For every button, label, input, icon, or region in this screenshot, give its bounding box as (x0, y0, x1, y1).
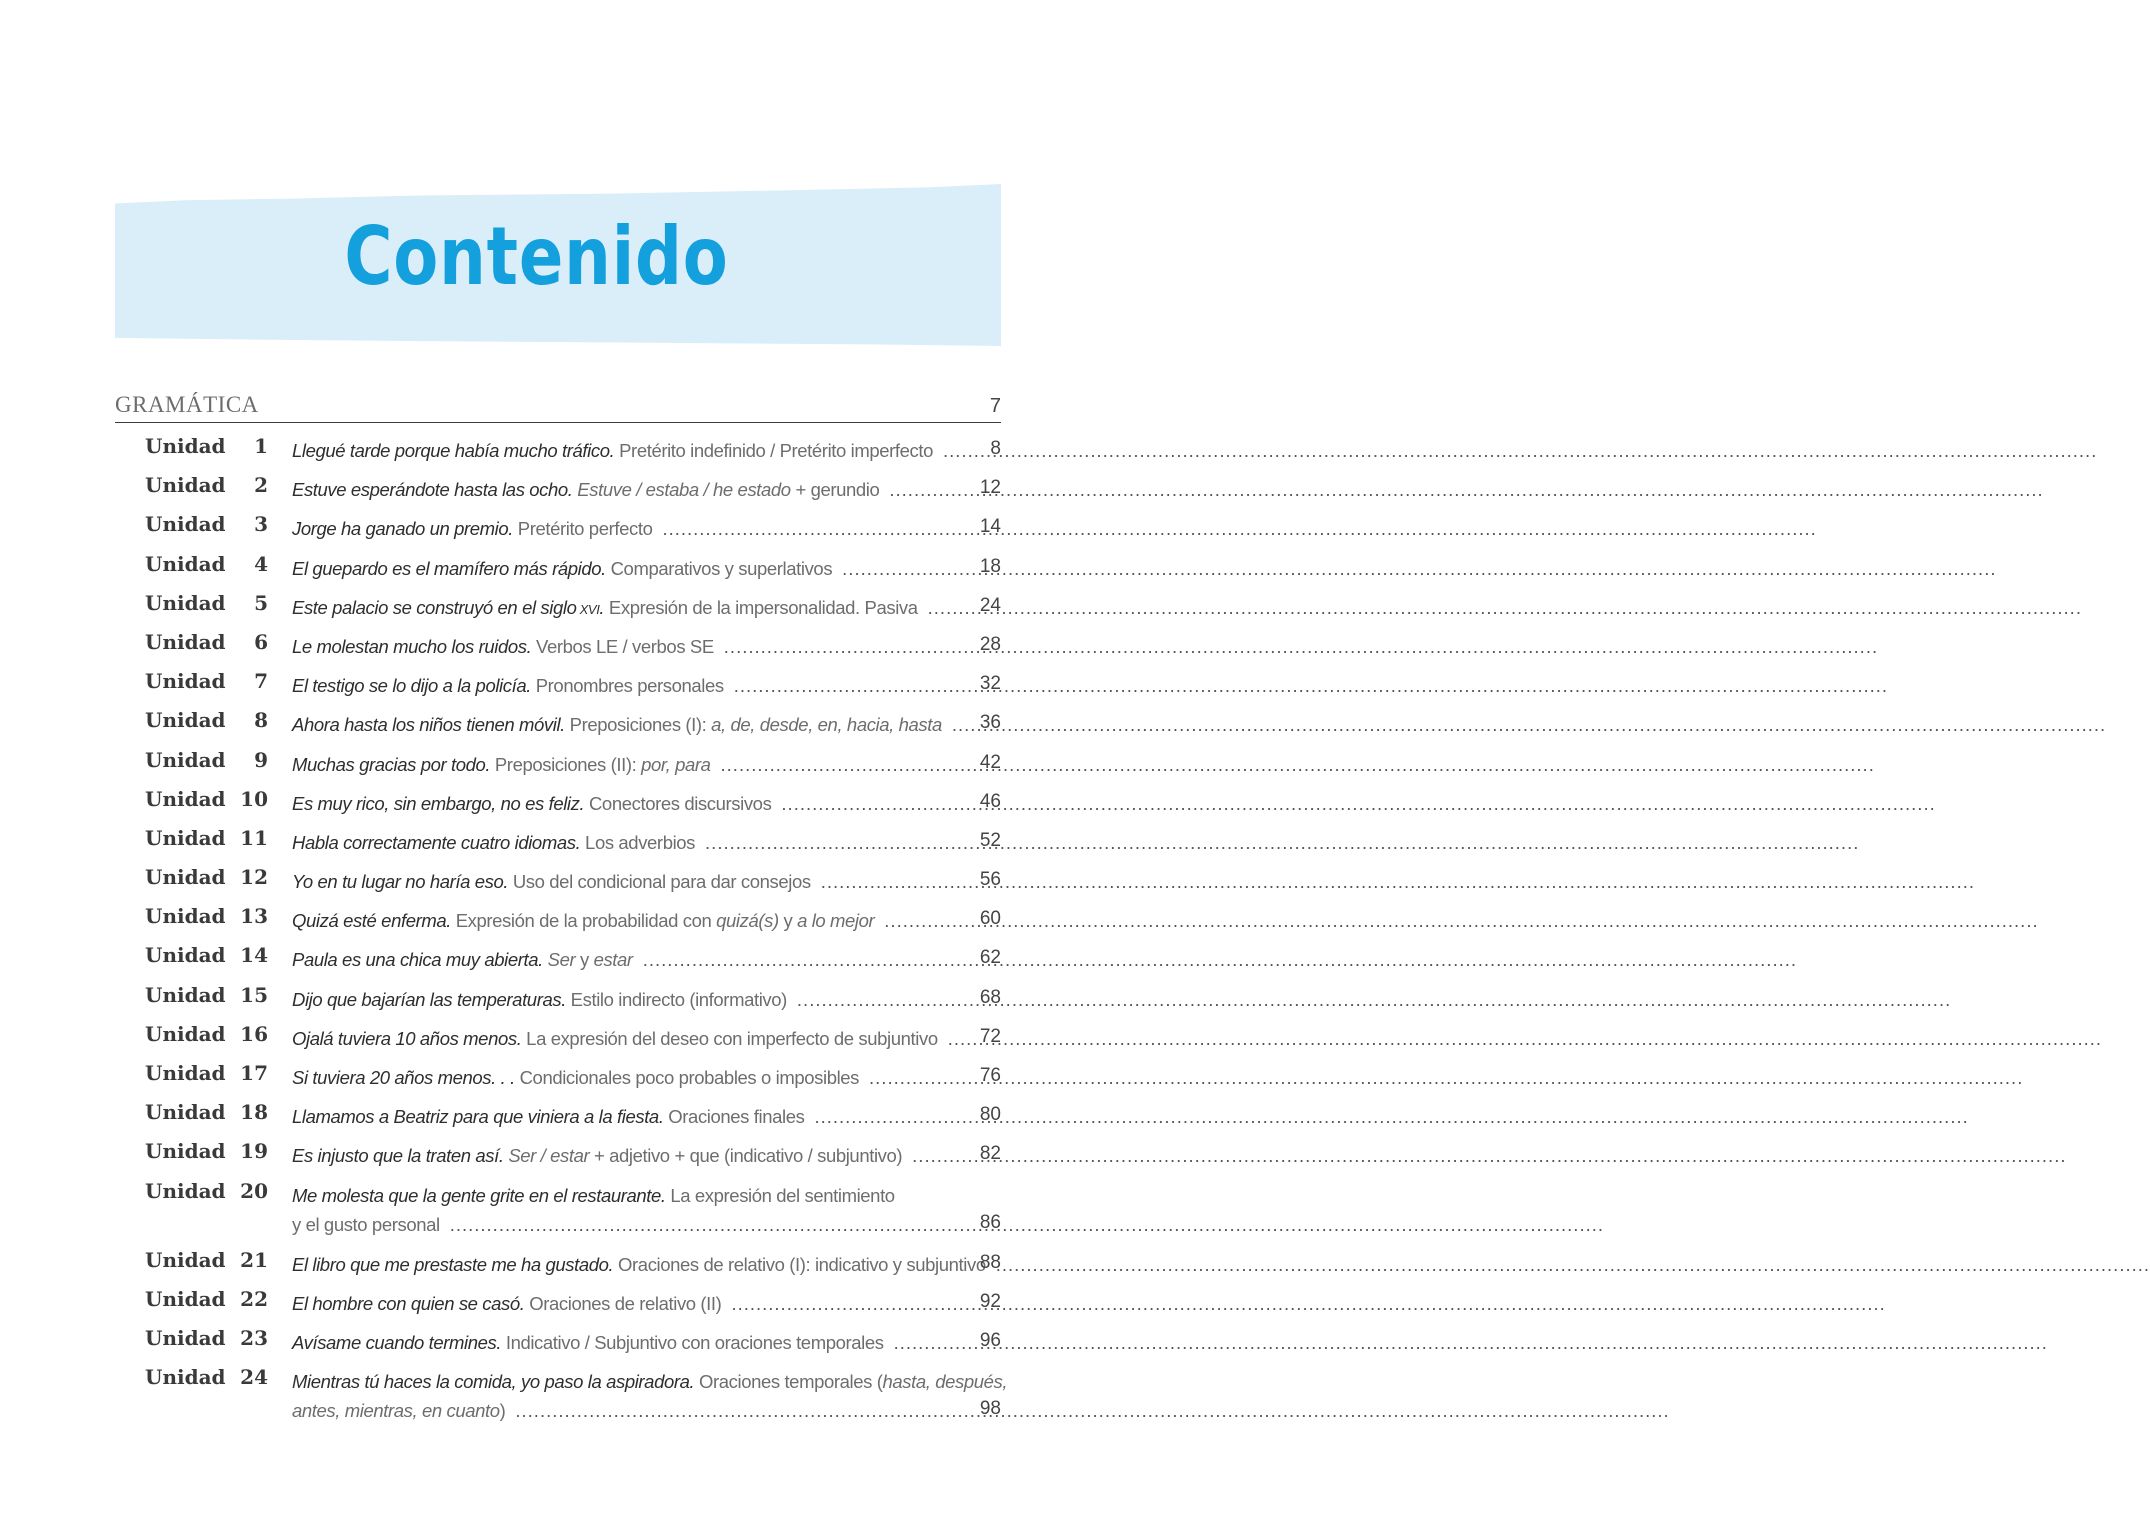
entry-topic: por, para (641, 753, 711, 775)
entry-topic: Expresión de la impersonalidad. Pasiva (604, 596, 918, 618)
page-number: 86 (979, 1211, 1001, 1233)
page-number: 98 (979, 1398, 1001, 1420)
entry-example: Llegué tarde porque había mucho tráfico. (292, 440, 615, 461)
entry-example: Llamamos a Beatriz para que viniera a la fiesta. (292, 1106, 664, 1128)
page-number: 24 (979, 594, 1001, 616)
entry-topic: Oraciones de relativo (II) (524, 1292, 722, 1314)
page-number: 46 (979, 790, 1001, 812)
entry-topic: Estuve / estaba / he estado (577, 479, 791, 501)
toc-entry (292, 1063, 954, 1092)
entry-example: Avísame cuando termines. (292, 1331, 502, 1353)
toc-entry (292, 828, 954, 857)
entry-topic: Conectores discursivos (584, 792, 772, 814)
page-title: Contenido (344, 210, 729, 303)
toc-row (0, 1055, 1123, 1094)
entry-example: Si tuviera 20 años menos. . . (292, 1067, 515, 1088)
leader-dots (797, 985, 954, 1014)
leader-dots (724, 632, 954, 661)
leader-dots (943, 436, 954, 465)
toc-row (0, 585, 1123, 624)
entry-topic: Oraciones temporales ( (694, 1371, 883, 1393)
toc-row (0, 1016, 1123, 1055)
entry-line (292, 1289, 954, 1318)
toc-entry (292, 867, 954, 896)
page-number: 96 (979, 1329, 1001, 1351)
leader-dots (643, 945, 954, 974)
unit-number: 8 (254, 708, 268, 733)
toc-row (0, 506, 1123, 545)
unit-number: 2 (254, 473, 268, 498)
entry-topic: Expresión de la probabilidad con (450, 910, 717, 932)
entry-topic: + gerundio (790, 479, 880, 501)
entry-line (292, 671, 954, 700)
unit-label: Unidad (145, 669, 226, 694)
entry-topic: Ser (547, 949, 576, 971)
entry-example-end: . (599, 596, 605, 618)
toc-entry (292, 475, 954, 504)
toc-entry (292, 1024, 954, 1053)
entry-text (292, 985, 787, 1014)
entry-topic: Ser / estar (508, 1145, 590, 1167)
toc-entry (292, 789, 954, 818)
entry-line (292, 1063, 954, 1092)
unit-label: Unidad (145, 1247, 226, 1272)
unit-number: 19 (240, 1139, 268, 1164)
unit-number: 18 (240, 1100, 268, 1125)
page-number: 14 (979, 516, 1001, 538)
toc-row (0, 742, 1123, 781)
unit-label: Unidad (145, 825, 226, 850)
entry-example: Jorge ha ganado un premio. (292, 518, 514, 540)
entry-text (292, 945, 633, 974)
unit-number: 16 (240, 1021, 268, 1046)
toc-row (0, 977, 1123, 1016)
entry-text (292, 1367, 1007, 1396)
unit-number: 13 (240, 904, 268, 929)
unit-number: 15 (240, 982, 268, 1007)
entry-line (292, 710, 954, 739)
entry-line (292, 985, 954, 1014)
toc-row (0, 898, 1123, 937)
toc-entry (292, 945, 954, 974)
leader-dots (781, 789, 954, 818)
unit-number: 21 (240, 1247, 268, 1272)
entry-topic: y el gusto personal (292, 1213, 440, 1235)
page-number: 56 (979, 869, 1001, 891)
toc-entry (292, 632, 954, 661)
entry-line (292, 1102, 954, 1131)
entry-topic: Preposiciones (II): (490, 753, 642, 775)
entry-text (292, 1102, 804, 1131)
toc-row (0, 428, 1123, 467)
unit-label: Unidad (145, 1178, 226, 1203)
unit-label: Unidad (145, 551, 226, 576)
leader-dots (734, 671, 954, 700)
entry-line (292, 1210, 954, 1239)
toc-entry (292, 1181, 954, 1239)
page-number: 36 (979, 712, 1001, 734)
entry-topic: Oraciones finales (663, 1106, 805, 1128)
toc-entry (292, 514, 954, 543)
toc-row (0, 859, 1123, 898)
entry-line (292, 906, 954, 935)
page-number: 82 (979, 1143, 1001, 1165)
toc-entry (292, 1328, 954, 1357)
leader-dots (884, 906, 954, 935)
toc-row (0, 702, 1123, 741)
entry-text (292, 475, 879, 504)
entry-example: Muchas gracias por todo. (292, 753, 491, 775)
entry-text (292, 828, 695, 857)
entry-example: Me molesta que la gente grite en el restaurante. (292, 1184, 666, 1206)
toc-row (0, 1173, 1123, 1242)
entry-example: Paula es una chica muy abierta. (292, 949, 543, 971)
entry-topic: Verbos LE / verbos SE (531, 635, 714, 657)
toc-entry (292, 750, 954, 779)
toc-row (0, 624, 1123, 663)
page-number: 92 (979, 1290, 1001, 1312)
entry-text (292, 1210, 440, 1239)
entry-topic: Comparativos y superlativos (605, 557, 833, 579)
toc-entry (292, 1289, 954, 1318)
page-number: 60 (979, 908, 1001, 930)
toc-entry (292, 710, 954, 739)
entry-text (292, 436, 933, 465)
entry-line (292, 593, 954, 624)
leader-dots (928, 593, 954, 622)
unit-label: Unidad (145, 473, 226, 498)
unit-number: 7 (254, 669, 268, 694)
toc-row (0, 1094, 1123, 1133)
entry-line (292, 1181, 954, 1210)
unit-number: 23 (240, 1325, 268, 1350)
leader-dots (721, 750, 954, 779)
toc-row (0, 937, 1123, 976)
entry-topic: Oraciones de relativo (I): indicativo y subjuntivo (613, 1253, 986, 1275)
leader-dots (450, 1210, 954, 1239)
unit-label: Unidad (145, 982, 226, 1007)
entry-example: Mientras tú haces la comida, yo paso la aspiradora. (292, 1371, 695, 1393)
toc-entry (292, 985, 954, 1014)
entry-topic: ) (499, 1400, 506, 1422)
entry-line (292, 1396, 954, 1425)
entry-line (292, 867, 954, 896)
entry-topic: La expresión del deseo con imperfecto de subjuntivo (521, 1027, 938, 1049)
section-title: GRAMÁTICA (115, 392, 259, 417)
unit-number: 22 (240, 1286, 268, 1311)
page-number: 52 (979, 829, 1001, 851)
leader-dots (814, 1102, 954, 1131)
entry-line (292, 1250, 986, 1279)
entry-example: Es injusto que la traten así. (292, 1145, 504, 1167)
entry-example: El guepardo es el mamífero más rápido. (292, 557, 606, 579)
page-number: 42 (979, 751, 1001, 773)
entry-line (292, 514, 954, 543)
unit-label: Unidad (145, 1286, 226, 1311)
unit-label: Unidad (145, 708, 226, 733)
entry-topic: Los adverbios (580, 831, 696, 853)
toc-row (0, 663, 1123, 702)
entry-topic: Uso del condicional para dar consejos (508, 871, 811, 893)
entry-example: Habla correctamente cuatro idiomas. (292, 831, 581, 853)
unit-number: 3 (254, 512, 268, 537)
toc-row (0, 546, 1123, 585)
entry-text (292, 906, 874, 935)
entry-line (292, 789, 954, 818)
entry-line (292, 945, 954, 974)
page-number: 68 (979, 986, 1001, 1008)
unit-number: 5 (254, 590, 268, 615)
unit-label: Unidad (145, 512, 226, 537)
entry-example: Ojalá tuviera 10 años menos. (292, 1027, 522, 1049)
toc-entry (292, 1102, 954, 1131)
leader-dots (821, 867, 954, 896)
leader-dots (912, 1141, 954, 1170)
leader-dots (662, 514, 954, 543)
entry-example: El hombre con quien se casó. (292, 1292, 525, 1314)
entry-topic: Pronombres personales (530, 675, 724, 697)
unit-number: 10 (240, 786, 268, 811)
entry-text (292, 1328, 884, 1357)
entry-topic: La expresión del sentimiento (665, 1184, 895, 1206)
entry-text (292, 710, 942, 739)
toc-entry (292, 1250, 986, 1279)
entry-line (292, 1024, 954, 1053)
entry-line (292, 1328, 954, 1357)
leader-dots (889, 475, 954, 504)
entry-topic: estar (593, 949, 633, 971)
unit-number: 14 (240, 943, 268, 968)
page-number: 12 (979, 477, 1001, 499)
toc-row (0, 1359, 1123, 1428)
entry-topic: antes, mientras, en cuanto (292, 1400, 500, 1422)
page-number: 8 (990, 438, 1001, 459)
entry-text (292, 632, 714, 661)
unit-label: Unidad (145, 1021, 226, 1046)
entry-example: Le molestan mucho los ruidos. (292, 635, 532, 657)
entry-example: Quizá esté enferma. (292, 910, 451, 932)
entry-text (292, 750, 711, 779)
toc-row (0, 781, 1123, 820)
entry-text (292, 514, 652, 543)
section-page-number: 7 (989, 395, 1001, 417)
entry-text (292, 593, 918, 624)
leader-dots (842, 554, 954, 583)
entry-example: Dijo que bajarían las temperaturas. (292, 988, 566, 1010)
unit-number: 4 (254, 551, 268, 576)
leader-dots (894, 1328, 954, 1357)
unit-label: Unidad (145, 434, 226, 458)
entry-example: Yo en tu lugar no haría eso. (292, 871, 509, 893)
entry-line (292, 436, 954, 465)
entry-topic: a lo mejor (797, 910, 875, 932)
unit-number: 9 (254, 747, 268, 772)
entry-topic: Indicativo / Subjuntivo con oraciones temporales (501, 1331, 884, 1353)
unit-label: Unidad (145, 943, 226, 968)
toc-entry (292, 906, 954, 935)
leader-dots (515, 1396, 954, 1425)
entry-topic: hasta, después, (882, 1371, 1008, 1393)
entry-example: Es muy rico, sin embargo, no es feliz. (292, 792, 585, 814)
unit-number: 11 (240, 825, 268, 850)
entry-example: Este palacio se construyó en el siglo (292, 596, 577, 618)
toc-row (0, 467, 1123, 506)
unit-label: Unidad (145, 747, 226, 772)
unit-label: Unidad (145, 1061, 226, 1085)
entry-text (292, 1289, 721, 1318)
unit-number: 6 (254, 629, 268, 654)
entry-topic: y (778, 910, 798, 932)
table-of-contents (0, 428, 1123, 1428)
entry-example: El libro que me prestaste me ha gustado. (292, 1253, 614, 1275)
leader-dots (948, 1024, 958, 1053)
entry-example-smallcaps: XVI (576, 601, 600, 617)
entry-text (292, 1141, 902, 1170)
page-number: 18 (979, 555, 1001, 577)
entry-line (292, 750, 954, 779)
toc-row (0, 820, 1123, 859)
entry-example: Ahora hasta los niños tienen móvil. (292, 714, 565, 736)
toc-entry (292, 593, 954, 624)
entry-topic: y (575, 949, 594, 971)
entry-line (292, 554, 954, 583)
entry-line (292, 828, 954, 857)
toc-entry (292, 671, 954, 700)
page-number: 76 (979, 1065, 1001, 1086)
toc-row (0, 1242, 1123, 1281)
unit-label: Unidad (145, 1325, 226, 1350)
unit-number: 20 (240, 1178, 268, 1203)
entry-line (292, 1141, 954, 1170)
entry-line (292, 475, 954, 504)
entry-topic: Estilo indirecto (informativo) (565, 988, 787, 1010)
unit-label: Unidad (145, 1100, 226, 1125)
toc-entry (292, 436, 954, 465)
entry-text (292, 1250, 986, 1279)
entry-text (292, 554, 832, 583)
entry-topic: Preposiciones (I): (564, 714, 712, 736)
entry-text (292, 1396, 505, 1425)
entry-topic: a, de, desde, en, hacia, hasta (711, 714, 942, 736)
page-number: 80 (979, 1104, 1001, 1126)
page-number: 72 (979, 1025, 1001, 1047)
section-header (115, 390, 1001, 423)
entry-topic: Condicionales poco probables o imposibles (514, 1067, 860, 1088)
entry-line (292, 1367, 1008, 1396)
unit-number: 12 (240, 865, 268, 890)
toc-row (0, 1133, 1123, 1172)
entry-text (292, 671, 724, 700)
unit-label: Unidad (145, 1365, 226, 1390)
entry-topic: + adjetivo + que (indicativo / subjuntivo) (589, 1145, 903, 1167)
leader-dots (869, 1063, 954, 1092)
entry-topic: quizá(s) (716, 910, 779, 932)
page-number: 32 (979, 673, 1001, 695)
toc-entry (292, 554, 954, 583)
toc-entry (292, 1141, 954, 1170)
entry-line (292, 632, 954, 661)
entry-text (292, 867, 811, 896)
entry-text (292, 1181, 895, 1210)
unit-number: 1 (254, 434, 268, 458)
entry-topic: Pretérito indefinido / Pretérito imperfecto (614, 440, 934, 461)
leader-dots (705, 828, 954, 857)
toc-row (0, 1320, 1123, 1359)
page-number: 62 (979, 947, 1001, 969)
entry-topic: Pretérito perfecto (513, 518, 653, 540)
unit-number: 24 (240, 1365, 268, 1390)
page-number: 88 (979, 1251, 1001, 1273)
entry-text (292, 789, 771, 818)
unit-label: Unidad (145, 590, 226, 615)
leader-dots (731, 1289, 954, 1318)
unit-label: Unidad (145, 629, 226, 654)
unit-label: Unidad (145, 865, 226, 890)
unit-number: 17 (240, 1061, 268, 1085)
toc-row (0, 1281, 1123, 1320)
entry-text (292, 1063, 859, 1092)
page-number: 28 (979, 633, 1001, 655)
unit-label: Unidad (145, 904, 226, 929)
entry-example: Estuve esperándote hasta las ocho. (292, 479, 573, 501)
unit-label: Unidad (145, 1139, 226, 1164)
entry-example: El testigo se lo dijo a la policía. (292, 675, 531, 697)
unit-label: Unidad (145, 786, 226, 811)
entry-text (292, 1024, 938, 1053)
